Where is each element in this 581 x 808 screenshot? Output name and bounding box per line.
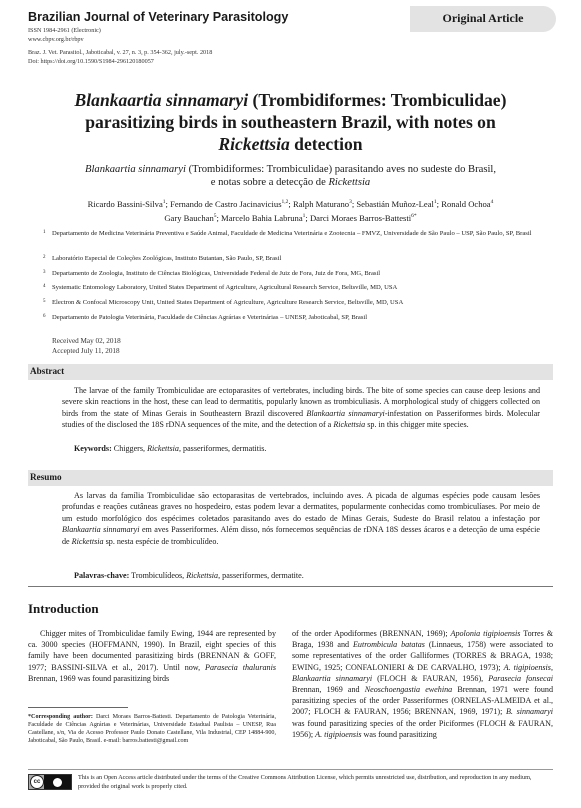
affiliation-number: 5 — [43, 299, 46, 304]
resumo-heading: Resumo — [30, 472, 62, 482]
affiliation-item — [43, 229, 552, 239]
author-list — [40, 196, 541, 225]
journal-website-link[interactable]: www.cbpv.org.br/rbpv — [28, 36, 84, 43]
author-name: Ralph Maturano — [292, 198, 350, 209]
affiliation-number: 4 — [43, 284, 46, 289]
cc-by-license-icon[interactable] — [28, 774, 72, 790]
affiliation-text: Electron & Confocal Microscopy Unit, United States Department of Agriculture, Agriculture Research Service, Beltsville, MD, USA — [52, 299, 404, 306]
author-affiliation-marker: 1 — [162, 199, 166, 205]
affiliation-number: 2 — [43, 255, 46, 260]
affiliation-item — [43, 313, 552, 323]
author-affiliation-marker: 5 — [213, 213, 217, 220]
author-affiliation-marker: 6* — [411, 213, 417, 220]
author-line: Ricardo Bassini-Silva$^1$; Fernando de Castro Jacinavicius$^{1,2}$; Ralph Maturano$^3$; Sebastián Muñoz-Leal$^1$; Ronald Ochoa$^4$ — [87, 198, 494, 209]
affiliation-item — [43, 254, 552, 264]
affiliation-item — [43, 298, 552, 308]
resumo-header-bar — [28, 470, 553, 486]
affiliation-text: Departamento de Patologia Veterinária, Faculdade de Ciências Agrárias e Veterinárias – UNESP, Jaboticabal, SP, Brasil — [52, 314, 368, 321]
affiliation-text: Laboratório Especial de Coleções Zoológicas, Instituto Butantan, São Paulo, SP, Brasil — [52, 255, 282, 262]
received-date: Received May 02, 2018 — [52, 337, 121, 345]
license-divider — [28, 769, 553, 770]
introduction-left-column: Chigger mites of Trombiculidae family Ewing, 1944 are represented by ca. 3000 species (HOFFMANN, 1990). In Brazil, eight species of this family have been documented parasitizing birds (BRENNAN & GOFF, 1977; BASSINI-SILVA et al., 2017). Until now, Parasecia thaluranis Brennan, 1969 was found parasitizing birds — [28, 629, 276, 683]
author-name: Fernando de Castro Jacinavicius — [170, 198, 282, 209]
abstract-header-bar — [28, 364, 553, 380]
author-name: Marcelo Bahia Labruna — [221, 213, 303, 224]
citation: Braz. J. Vet. Parasitol., Jaboticabal, v. 27, n. 3, p. 354-362, july.-sept. 2018 — [28, 49, 213, 56]
affiliation-number: 6 — [43, 314, 46, 319]
resumo-keywords: Palavras-chave: Trombiculídeos, Rickettsia, passeriformes, dermatite. — [74, 571, 304, 580]
affiliation-text: Departamento de Zoologia, Instituto de Ciências Biológicas, Universidade Federal de Juiz de Fora, Juiz de Fora, MG, Brasil — [52, 270, 381, 277]
author-affiliation-marker: 1 — [433, 199, 437, 205]
doi-link[interactable]: Doi: https://doi.org/10.1590/S1984-296120180057 — [28, 58, 154, 65]
affiliation-item — [43, 283, 552, 293]
article-type-label: Original Article — [442, 11, 524, 25]
abstract-heading: Abstract — [30, 366, 65, 376]
author-name: Ronald Ochoa — [441, 198, 491, 209]
author-affiliation-marker: 4 — [490, 199, 494, 205]
affiliation-item — [43, 269, 552, 279]
author-affiliation-marker: 1 — [302, 213, 306, 220]
author-line: Gary Bauchan$^5$; Marcelo Bahia Labruna$^1$; Darci Moraes Barros-Battesti$^{6*}$ — [164, 213, 417, 224]
affiliation-number: 3 — [43, 270, 46, 275]
article-title: Blankaartia sinnamaryi (Trombidiformes: Trombiculidae) parasitizing birds in southeastern Brazil, with notes on Rickettsia detection — [74, 90, 507, 154]
author-name: Gary Bauchan — [164, 213, 214, 224]
issn: ISSN 1984-2961 (Electronic) — [28, 27, 101, 34]
accepted-date: Accepted July 11, 2018 — [52, 347, 120, 355]
abstract-keywords: Keywords: Chiggers, Rickettsia, passeriformes, dermatitis. — [74, 444, 267, 453]
author-name: Sebastián Muñoz-Leal — [356, 198, 434, 209]
affiliation-number: 1 — [43, 230, 46, 235]
introduction-heading: Introduction — [28, 601, 99, 616]
footnote-divider — [28, 707, 128, 708]
license-text: This is an Open Access article distributed under the terms of the Creative Commons Attribution License, which permits unrestricted use, distribution, and reproduction in any medium, provided the original work is properly cited. — [78, 774, 532, 790]
affiliation-text: Systematic Entomology Laboratory, United States Department of Agriculture, Agricultural Research Service, Beltsville, MD, USA — [52, 284, 398, 291]
author-affiliation-marker: 1,2 — [281, 199, 289, 205]
author-name: Ricardo Bassini-Silva — [87, 198, 163, 209]
journal-name: Brazilian Journal of Veterinary Parasitology — [28, 10, 289, 24]
article-subtitle-portuguese: Blankaartia sinnamaryi (Trombidiformes: Trombiculidae) parasitando aves no sudeste do Brasil, e notas sobre a detecção de Rickettsia — [85, 164, 496, 188]
abstract-text: The larvae of the family Trombiculidae are ectoparasites of vertebrates, including birds. The bite of some species can cause deep lesions and severe skin reactions in the host, these can lead to dermatitis, popularly known as trombiculiasis. A morphological study of chiggers collected on birds from the state of Minas Gerais in Southeastern Brazil discovered Blankaartia sinnamaryi-infestation on Passeriformes birds. Molecular studies of the disclosed the 18S rDNA sequences of the mite, and the detection of a Rickettsia sp. in this chigger mite species. — [62, 386, 540, 430]
corresponding-author-footnote: *Corresponding author: Darci Moraes Barros-Battesti. Departamento de Patologia Veterinária, Faculdade de Ciências Agrárias e Veterinárias, Universidade Estadual Paulista – UNESP, Rua Castellane, s/n, Via de Acesso Professor Paulo Donato Castellane, Vila Industrial, CEP 14884-900, Jaboticabal, São Paulo, Brasil. e-mail: barros.battesti@gmail.com — [28, 714, 276, 745]
by-icon — [44, 775, 71, 789]
author-name: Darci Moraes Barros-Battesti — [309, 213, 412, 224]
resumo-text: As larvas da família Trombiculidae são ectoparasitas de vertebrados, incluindo aves. A picada de algumas espécies pode causam lesões profundas e reações cutâneas graves no hospedeiro, estas podem levar a dermatites, popularmente conhecidas como trombiculíases. Por meio de um estudo morfológico dos espécimes coletados parasitando aves do estado de Minas Gerais, Sudeste do Brasil relatou a infestação por Blankaartia sinnamaryi em aves Passeriformes. Além disso, nós fornecemos sequências de rDNA 18S desses ácaros e a detecção de uma espécie de Rickettsia sp. nesta espécie de trombiculídeo. — [62, 491, 540, 546]
introduction-right-column: of the order Apodiformes (BRENNAN, 1969); Apolonia tigipioensis Torres & Braga, 1938 and Eutrombicula batatas (Linnaeus, 1758) were associated to some representatives of the order Galliformes (TORRES & BRAGA, 1938; EWING, 1925; CONFALONIERI & DE CARVALHO, 1973); A. tigipioensis, Blankaartia sinnamaryi (FLOCH & FAURAN, 1956), Parasecia fonsecai Brennan, 1969 and Neoschoengastia ewehina Brennan, 1971 were found parasitizing species of the order Passeriformes (ORNELAS-ALMEIDA et al., 2007; FLOCH & FAURAN, 1956; BRENNAN, 1969, 1971); B. sinnamaryi was found parasitizing species of the order Piciformes (FLOCH & FAURAN, 1956); A. tigipioensis was found parasitizing — [292, 629, 553, 739]
cc-icon: cc — [30, 775, 44, 789]
author-affiliation-marker: 3 — [349, 199, 352, 205]
affiliation-text: Departamento de Medicina Veterinária Preventiva e Saúde Animal, Faculdade de Medicina Veterinária e Zootecnia – FMVZ, Universidade de São Paulo – USP, São Paulo, SP, Brasil — [52, 230, 532, 237]
section-divider — [28, 586, 553, 587]
title-species: Blankaartia sinnamaryi — [74, 90, 249, 110]
